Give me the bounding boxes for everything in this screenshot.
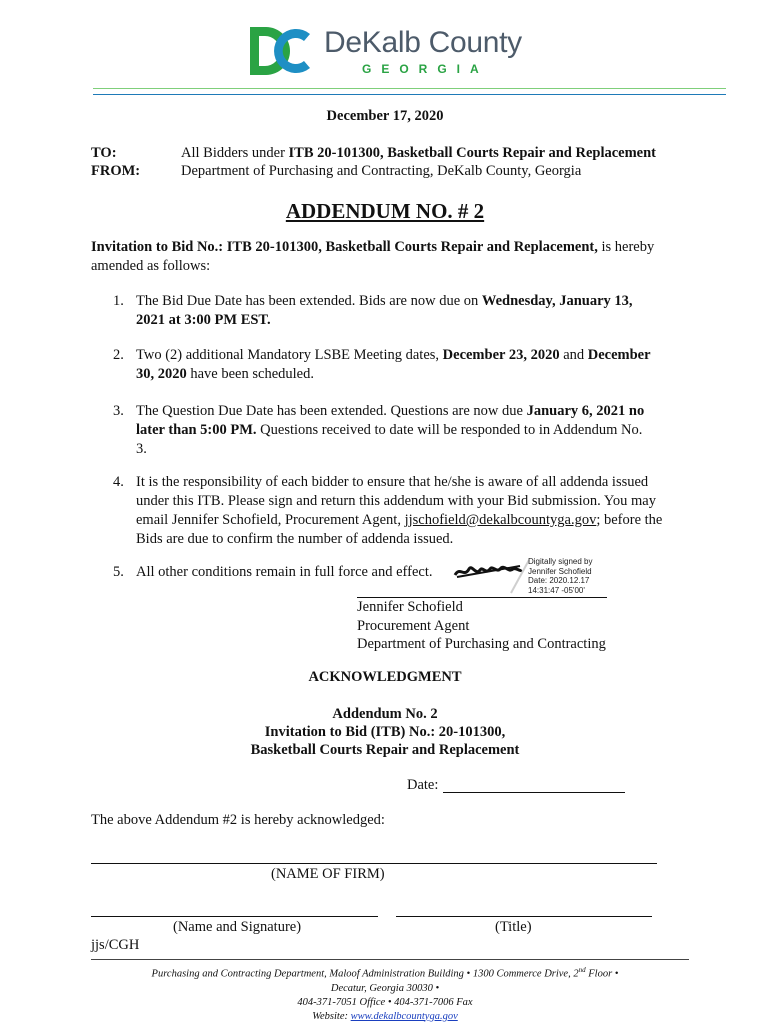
website-link[interactable]: www.dekalbcountyga.gov	[350, 1010, 458, 1022]
page-title: ADDENDUM NO. # 2	[285, 199, 485, 223]
from-label: FROM:	[91, 163, 141, 179]
list-item: 1. The Bid Due Date has been extended. Bids are now due on Wednesday, January 13, 2021 at 3:00 PM EST.	[113, 293, 633, 328]
initials: jjs/CGH	[91, 937, 140, 953]
title-field[interactable]	[396, 916, 652, 917]
title-label: (Title)	[495, 919, 532, 935]
header-rule-blue	[93, 94, 726, 95]
intro-paragraph: Invitation to Bid No.: ITB 20-101300, Basketball Courts Repair and Replacement, is hereby amended as follows:	[91, 239, 655, 274]
footer-rule	[91, 959, 689, 960]
list-item: 5. All other conditions remain in full force and effect.	[113, 564, 433, 580]
ack-date-field[interactable]	[443, 792, 625, 793]
list-item: 3. The Question Due Date has been extended. Questions are now due January 6, 2021 no later than 5:00 PM. Questions received to date will be responded to in Addendum No. 3.	[113, 403, 645, 457]
footer-address: Purchasing and Contracting Department, Maloof Administration Building • 1300 Commerce Drive, 2nd Floor • Decatur, Georgia 30030 • 404-371-7051 Office • 404-371-7006 Fax Website: www.dekalbcountyga.gov	[151, 966, 619, 1022]
ack-date-label: Date:	[407, 777, 439, 793]
dekalb-logo-icon	[248, 24, 314, 78]
ack-heading: ACKNOWLEDGMENT	[308, 669, 462, 685]
logo-name: DeKalb County	[324, 26, 522, 59]
to-value: All Bidders under ITB 20-101300, Basketball Courts Repair and Replacement	[181, 145, 657, 161]
email-link[interactable]: jjschofield@dekalbcountyga.gov	[404, 512, 597, 528]
firm-name-label: (NAME OF FIRM)	[271, 866, 385, 882]
from-value: Department of Purchasing and Contracting, DeKalb County, Georgia	[181, 163, 582, 179]
name-signature-field[interactable]	[91, 916, 378, 917]
digital-signature-block: Digitally signed by Jennifer Schofield Date: 2020.12.17 14:31:47 -05'00'	[528, 557, 593, 595]
to-label: TO:	[91, 145, 117, 161]
list-item: 2. Two (2) additional Mandatory LSBE Meeting dates, December 23, 2020 and December 30, 2020 have been scheduled.	[113, 347, 651, 382]
memo-date: December 17, 2020	[326, 108, 444, 124]
ack-addendum-block: Addendum No. 2 Invitation to Bid (ITB) No.: 20-101300, Basketball Courts Repair and Replacement	[250, 706, 520, 758]
firm-name-field[interactable]	[91, 863, 657, 864]
name-signature-label: (Name and Signature)	[173, 919, 302, 935]
ack-statement: The above Addendum #2 is hereby acknowledged:	[91, 812, 385, 828]
header-rule-green	[93, 88, 726, 89]
signer-dept: Department of Purchasing and Contracting	[357, 636, 606, 652]
signer-title: Procurement Agent	[357, 617, 470, 634]
signer-name: Jennifer Schofield	[357, 599, 463, 615]
list-item: 4. It is the responsibility of each bidder to ensure that he/she is aware of all addenda issued under this ITB. Please sign and return this addendum with your Bid submission. You may email Jennifer Schofield, Procurement Agent, jjschofield@dekalbcountyga.gov; before the Bids are due to confirm the number of addenda issued.	[113, 474, 663, 547]
logo-subtitle: GEORGIA	[362, 62, 489, 76]
signer-block	[357, 598, 606, 654]
